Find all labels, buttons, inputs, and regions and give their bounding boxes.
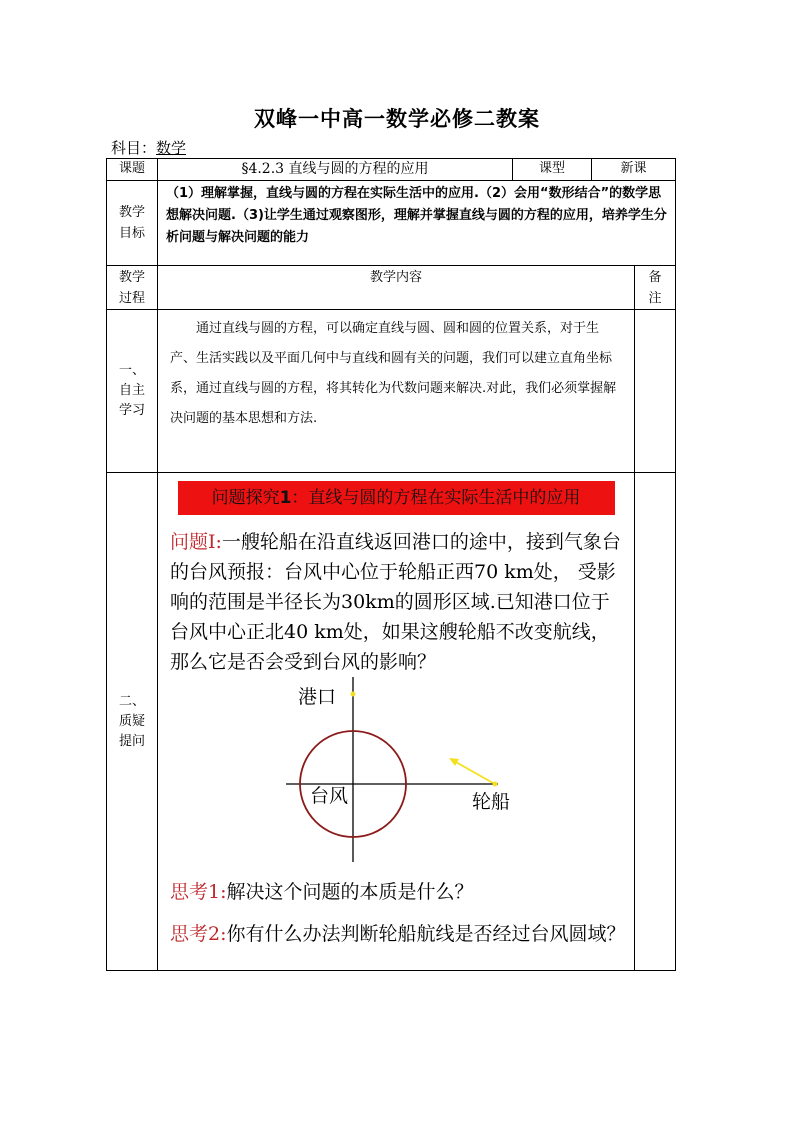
ship-label: 轮船 xyxy=(472,791,511,813)
subject-line xyxy=(111,137,186,158)
subject-label: 科目： xyxy=(111,139,157,157)
notes-header-2: 注 xyxy=(648,290,662,306)
section2-row xyxy=(107,473,676,971)
section1-text: 通过直线与圆的方程，可以确定直线与圆、圆和圆的位置关系，对于生产、生活实践以及平面几何中与直线和圆有关的问题，我们可以建立直角坐标系，通过直线与圆的方程，将其转化为代数问题来解决.对此，我们必须掌握解决问题的基本思想和方法. xyxy=(158,310,635,473)
section2-label-1: 二、 xyxy=(118,693,145,709)
think1-label: 思考1: xyxy=(170,881,227,903)
banner-rest: ：直线与圆的方程在实际生活中的应用 xyxy=(291,488,581,508)
content-header: 教学内容 xyxy=(158,266,635,310)
process-label-2: 过程 xyxy=(118,290,145,306)
process-label xyxy=(107,266,158,310)
section1-label xyxy=(107,310,158,473)
type-label: 课型 xyxy=(513,159,592,181)
section2-notes xyxy=(635,473,676,971)
port-point xyxy=(351,692,356,697)
topic-label: 课题 xyxy=(107,159,158,181)
ship-course-arrow xyxy=(454,761,493,783)
think1-text: 解决这个问题的本质是什么？ xyxy=(226,881,474,903)
banner-num: 1 xyxy=(279,488,292,508)
think2-text: 你有什么办法判断轮船航线是否经过台风圆域？ xyxy=(226,923,626,945)
section1-label-1: 一、 xyxy=(118,363,145,378)
think2-label: 思考2: xyxy=(170,923,227,945)
topic-value: §4.2.3 直线与圆的方程的应用 xyxy=(158,159,513,181)
port-label: 港口 xyxy=(298,686,337,708)
process-label-1: 教学 xyxy=(118,269,145,285)
problem-body: 一艘轮船在沿直线返回港口的途中，接到气象台的台风预报：台风中心位于轮船正西70 km处， 受影响的范围是半径长为30km的圆形区域.已知港口位于台风中心正北40 km处，如果这艘轮船不改变航线，那么它是否会受到台风的影响？ xyxy=(170,531,621,673)
section2-content xyxy=(158,473,635,971)
problem-text xyxy=(158,515,634,677)
objectives-row xyxy=(107,181,676,266)
lesson-plan-table xyxy=(106,158,676,971)
objectives-label xyxy=(107,181,158,266)
notes-header xyxy=(635,266,676,310)
section2-label-2: 质疑 xyxy=(118,713,145,729)
header-row xyxy=(107,159,676,181)
page-title: 双峰一中高一数学必修二教案 xyxy=(254,107,540,131)
typhoon-label: 台风 xyxy=(310,785,349,807)
section1-label-3: 学习 xyxy=(118,403,145,418)
section2-label-3: 提问 xyxy=(118,733,145,749)
process-header-row xyxy=(107,266,676,310)
typhoon-diagram-svg xyxy=(158,677,633,877)
think2 xyxy=(158,919,634,949)
question-banner xyxy=(178,481,615,515)
think1 xyxy=(158,877,634,907)
objectives-label-1: 教学 xyxy=(118,205,145,220)
section1-notes xyxy=(635,310,676,473)
section1-row xyxy=(107,310,676,473)
type-value: 新课 xyxy=(592,159,676,181)
objectives-label-2: 目标 xyxy=(118,226,145,241)
subject-value: 数学 xyxy=(156,139,187,157)
section2-label xyxy=(107,473,158,971)
typhoon-diagram xyxy=(158,677,634,877)
banner-prefix: 问题探究 xyxy=(211,488,280,508)
notes-header-1: 备 xyxy=(648,269,662,285)
problem-label: 问题Ⅰ: xyxy=(170,531,222,553)
objectives-text: （1）理解掌握，直线与圆的方程在实际生活中的应用.（2）会用“数形结合”的数学思想解决问题.（3)让学生通过观察图形，理解并掌握直线与圆的方程的应用，培养学生分析问题与解决问题的能力 xyxy=(158,181,676,266)
section1-label-2: 自主 xyxy=(118,383,145,398)
